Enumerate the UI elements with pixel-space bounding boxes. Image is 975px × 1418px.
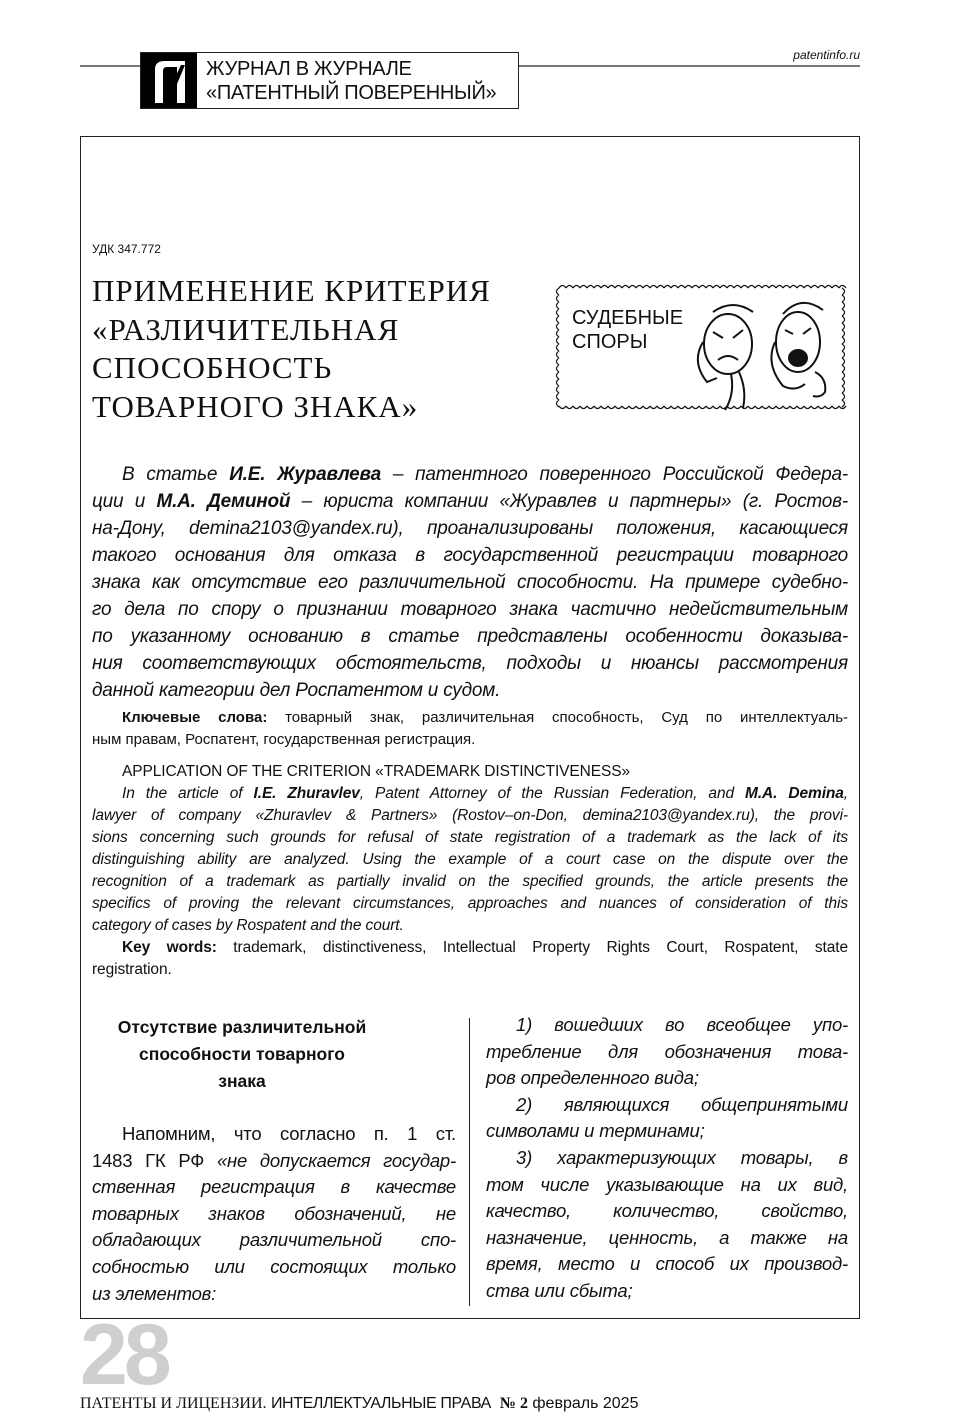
- text-line: [486, 1198, 848, 1225]
- text-segment: ства или сбыта;: [486, 1279, 633, 1301]
- text-segment: registration.: [92, 961, 172, 978]
- english-title: APPLICATION OF THE CRITERION «TRADEMARK DISTINCTIVENESS»: [122, 763, 630, 780]
- left-column-text: [92, 1121, 456, 1307]
- text-line: [486, 1251, 848, 1278]
- text-segment: М.А. Деминой: [156, 491, 291, 512]
- text-segment: In the article of: [122, 785, 254, 802]
- arguing-men-cartoon-icon: [698, 303, 825, 410]
- column-divider: [469, 1018, 470, 1306]
- text-segment: distinguishing ability are analyzed. Using the example of a court case on the dispute over the: [92, 851, 848, 868]
- text-segment: M.A. Demina: [745, 785, 844, 802]
- text-line: [92, 849, 848, 871]
- journal-header-box: [140, 52, 519, 109]
- text-segment: specifics of proving the relevant circumstances, approaches and nuances of consideration of this: [92, 895, 848, 912]
- title-line: ПРИМЕНЕНИЕ КРИТЕРИЯ: [92, 273, 491, 308]
- journal-title-line2: «ПАТЕНТНЫЙ ПОВЕРЕННЫЙ»: [206, 82, 497, 104]
- text-segment: И.Е. Журавлева: [229, 464, 381, 485]
- text-segment: lawyer of company «Zhuravlev & Partners» (Rostov–on-Don, demina2103@yandex.ru), the provi-: [92, 807, 848, 824]
- abstract-ru: [92, 461, 848, 704]
- text-line: [92, 542, 848, 569]
- udk-code: УДК 347.772: [92, 242, 161, 256]
- section-heading: [32, 1014, 452, 1095]
- text-segment: ции и: [92, 491, 157, 512]
- text-line: [486, 1172, 848, 1199]
- text-line: [92, 915, 848, 937]
- title-line: СПОСОБНОСТЬ: [92, 350, 333, 385]
- text-line: [92, 677, 848, 704]
- text-segment: по указанному основанию в статье представлены особенности доказыва-: [92, 626, 848, 647]
- text-line: [92, 937, 848, 959]
- text-line: [92, 515, 848, 542]
- text-segment: – юриста компании «Журавлев и партнеры» (г. Ростов-: [290, 491, 848, 512]
- text-line: [92, 893, 848, 915]
- text-segment: ственная регистрация в качестве: [92, 1176, 456, 1198]
- text-segment: category of cases by Rospatent and the court.: [92, 917, 404, 934]
- text-line: [92, 827, 848, 849]
- text-line: [486, 1092, 848, 1119]
- text-line: [92, 959, 848, 981]
- site-url[interactable]: patentinfo.ru: [793, 48, 860, 62]
- text-line: [92, 461, 848, 488]
- text-segment: I.E. Zhuravlev: [253, 785, 360, 802]
- text-segment: recognition of a trademark as partially invalid on the specified grounds, the article presents the: [92, 873, 848, 890]
- heading-line: способности товарного: [139, 1044, 345, 1064]
- footer-journal: ПАТЕНТЫ И ЛИЦЕНЗИИ.: [80, 1395, 267, 1412]
- text-line: [92, 488, 848, 515]
- text-segment: из элементов:: [92, 1282, 217, 1304]
- text-line: [92, 871, 848, 893]
- text-segment: 1) вошедших во всеобщее упо-: [516, 1014, 848, 1035]
- article-title: [92, 272, 542, 426]
- english-keywords: [92, 937, 848, 981]
- text-segment: собностью или состоящих только: [92, 1255, 456, 1277]
- title-line: ТОВАРНОГО ЗНАКА»: [92, 388, 419, 424]
- text-line: [92, 650, 848, 677]
- page-number: 28: [80, 1307, 168, 1403]
- text-line: [92, 1201, 456, 1228]
- text-line: [92, 569, 848, 596]
- text-line: [92, 1281, 456, 1308]
- text-line: [92, 1254, 456, 1281]
- text-segment: Напомним, что согласно п. 1 ст.: [122, 1123, 456, 1144]
- text-line: [486, 1225, 848, 1252]
- text-segment: «не допускается государ-: [216, 1149, 456, 1171]
- text-segment: ным правам, Роспатент, государственная регистрация.: [92, 731, 476, 748]
- footer-subtitle: ИНТЕЛЛЕКТУАЛЬНЫЕ ПРАВА: [270, 1395, 491, 1412]
- text-segment: Key words:: [122, 939, 217, 956]
- text-segment: – патентного поверенного Российской Федера-: [380, 464, 848, 485]
- text-line: [92, 729, 848, 751]
- text-segment: символами и терминами;: [486, 1120, 705, 1142]
- text-segment: ния соответствующих обстоятельств, подходы и нюансы рассмотрения: [92, 653, 848, 674]
- text-line: [486, 1065, 848, 1092]
- text-segment: , Patent Attorney of the Russian Federation, and: [359, 785, 746, 802]
- text-segment: В статье: [122, 464, 230, 485]
- text-line: [486, 1118, 848, 1145]
- text-line: [486, 1012, 848, 1039]
- text-segment: Ключевые слова:: [122, 709, 268, 726]
- text-segment: 2) являющихся общепринятыми: [516, 1093, 848, 1115]
- journal-title-line1: ЖУРНАЛ В ЖУРНАЛЕ: [206, 58, 412, 80]
- text-segment: товарных знаков обозначений, не: [92, 1202, 456, 1224]
- abstract-section: [92, 461, 848, 981]
- text-segment: на-Дону, demina2103@yandex.ru), проанализированы положения, касающиеся: [92, 518, 848, 539]
- footer: [80, 1395, 638, 1413]
- text-segment: знака как отсутствие его различительной способности. На примере судебно-: [92, 572, 848, 593]
- text-line: [92, 1121, 456, 1148]
- text-segment: такого основания для отказа в государственной регистрации товарного: [92, 545, 848, 566]
- title-line: «РАЗЛИЧИТЕЛЬНАЯ: [92, 311, 400, 347]
- english-abstract: [92, 783, 848, 937]
- text-segment: 1483 ГК РФ: [92, 1149, 217, 1171]
- heading-line: Отсутствие различительной: [117, 1017, 367, 1037]
- abstract-en: [92, 761, 848, 981]
- text-line: [92, 1227, 456, 1254]
- right-column-text: [486, 1012, 848, 1305]
- text-segment: качество, количество, свойство,: [486, 1200, 848, 1222]
- text-segment: данной категории дел Роспатентом и судом.: [92, 680, 501, 701]
- text-line: [92, 1174, 456, 1201]
- text-line: [92, 783, 848, 805]
- keywords-ru: [92, 707, 848, 751]
- text-segment: том числе указывающие на их вид,: [486, 1173, 848, 1195]
- text-line: [92, 596, 848, 623]
- text-line: [486, 1145, 848, 1172]
- rubric-stamp: [553, 282, 848, 412]
- rubric-label-line2: СПОРЫ: [572, 331, 648, 353]
- text-segment: обладающих различительной спо-: [92, 1229, 456, 1251]
- text-line: [92, 1148, 456, 1175]
- text-segment: sions concerning such grounds for refusal of state registration of a trademark as the lack of its: [92, 829, 848, 846]
- text-segment: 3) характеризующих товары, в: [516, 1146, 848, 1168]
- text-segment: ров определенного вида;: [486, 1067, 699, 1089]
- text-line: [92, 707, 848, 729]
- text-segment: требление для обозначения това-: [486, 1040, 848, 1062]
- text-segment: товарный знак, различительная способность, Суд по интеллектуаль-: [267, 709, 849, 726]
- text-line: [486, 1039, 848, 1066]
- journal-logo-icon: [141, 53, 197, 108]
- text-line: [486, 1278, 848, 1305]
- text-segment: trademark, distinctiveness, Intellectual Property Rights Court, Rospatent, state: [216, 939, 848, 956]
- text-segment: ,: [843, 785, 849, 802]
- text-segment: назначение, ценность, а также на: [486, 1226, 848, 1248]
- footer-date: февраль 2025: [532, 1395, 639, 1412]
- footer-issue: № 2: [499, 1395, 528, 1412]
- rubric-label-line1: СУДЕБНЫЕ: [572, 307, 684, 329]
- heading-line: знака: [218, 1071, 266, 1091]
- text-line: [92, 805, 848, 827]
- text-segment: время, место и способ их производ-: [486, 1253, 848, 1275]
- text-line: [92, 623, 848, 650]
- text-segment: го дела по спору о признании товарного знака частично недействительным: [92, 599, 848, 620]
